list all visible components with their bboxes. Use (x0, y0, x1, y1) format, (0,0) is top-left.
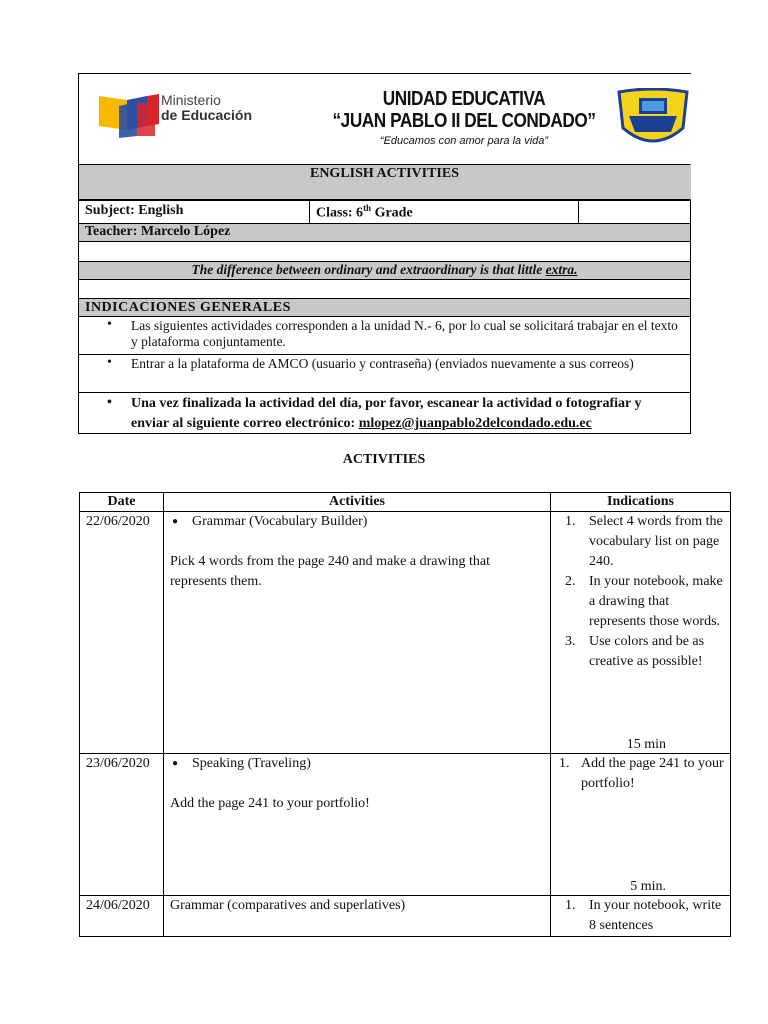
table-header-row (80, 493, 731, 512)
table-row (80, 896, 731, 937)
indication-item: 2. In your notebook, make a drawing that represents those words. (565, 574, 723, 629)
school-title-line2: “JUAN PABLO II DEL CONDADO” (332, 110, 596, 132)
subject-row (78, 200, 691, 224)
general-heading: INDICACIONES GENERALES (78, 299, 691, 317)
date-cell: 22/06/2020 (80, 512, 164, 754)
col-header-indications: Indications (551, 493, 731, 512)
activity-bullet: Grammar (comparatives and superlatives) (170, 898, 406, 913)
activity-cell (164, 512, 551, 754)
indications-cell (551, 896, 731, 937)
activity-cell (164, 754, 551, 896)
school-title-block (299, 88, 629, 148)
ministry-line2: de Educación (161, 107, 253, 123)
school-motto: “Educamos con amor para la vida” (379, 135, 549, 147)
subject-cell: Subject: English (79, 201, 310, 223)
blank-row-2 (78, 280, 691, 299)
activity-description: Pick 4 words from the page 240 and make a drawing that represents them. (170, 554, 490, 589)
indications-list (557, 754, 724, 794)
ministry-line1: Ministerio (161, 92, 221, 108)
table-row (80, 754, 731, 896)
date-cell: 24/06/2020 (80, 896, 164, 937)
indications-list (557, 512, 724, 672)
class-cell: Class: 6th Grade (310, 201, 579, 223)
time-estimate: 15 min (626, 737, 666, 752)
activity-description: Add the page 241 to your portfolio! (170, 796, 370, 811)
general-indications-list (78, 317, 691, 434)
teacher-label: Teacher: Marcelo López (85, 224, 231, 239)
activity-bullet: ● Speaking (Traveling) (170, 754, 544, 774)
section-title-bar (78, 164, 691, 200)
activity-bullet: ● Grammar (Vocabulary Builder) (170, 512, 544, 532)
email-link[interactable]: mlopez@juanpablo2delcondado.edu.ec (358, 416, 592, 431)
document-header (78, 73, 691, 164)
section-title: ENGLISH ACTIVITIES (309, 166, 459, 181)
col-header-activities: Activities (164, 493, 551, 512)
indications-cell (551, 512, 731, 754)
table-row (80, 512, 731, 754)
ministry-text (161, 93, 252, 123)
quote-text: The difference between ordinary and extraordinary is that little extra. (191, 262, 578, 277)
indications-list (557, 896, 724, 936)
school-crest-logo (615, 88, 691, 152)
indication-item: 3. Use colors and be as creative as possible! (565, 634, 705, 669)
time-estimate: 5 min. (630, 879, 666, 894)
empty-cell (579, 201, 690, 223)
general-item-2: • Entrar a la plataforma de AMCO (usuario y contraseña) (enviados nuevamente a sus correos) (78, 355, 691, 393)
indication-item: 1. In your notebook, write 8 sentences (565, 898, 722, 933)
indications-cell (551, 754, 731, 896)
teacher-row (78, 224, 691, 242)
blank-row-1 (78, 242, 691, 262)
general-item-1: • Las siguientes actividades corresponden a la unidad N.- 6, por lo cual se solicitará trabajar en el texto y plataforma conjuntamente. (78, 317, 691, 355)
indication-item: 1. Add the page 241 to your portfolio! (559, 756, 724, 791)
quote-row (78, 262, 691, 280)
general-item-3: • Una vez finalizada la actividad del día, por favor, escanear la actividad o fotografiar y enviar al siguiente correo electrónico: mlopez@juanpablo2delcondado.edu.ec (78, 393, 691, 434)
activity-cell (164, 896, 551, 937)
activities-title: ACTIVITIES (342, 452, 426, 467)
activities-table (79, 492, 731, 937)
indication-item: 1. Select 4 words from the vocabulary list on page 240. (565, 514, 723, 569)
date-cell: 23/06/2020 (80, 754, 164, 896)
document-header-frame (78, 73, 691, 434)
col-header-date: Date (80, 493, 164, 512)
school-title-line1: UNIDAD EDUCATIVA (382, 88, 546, 110)
